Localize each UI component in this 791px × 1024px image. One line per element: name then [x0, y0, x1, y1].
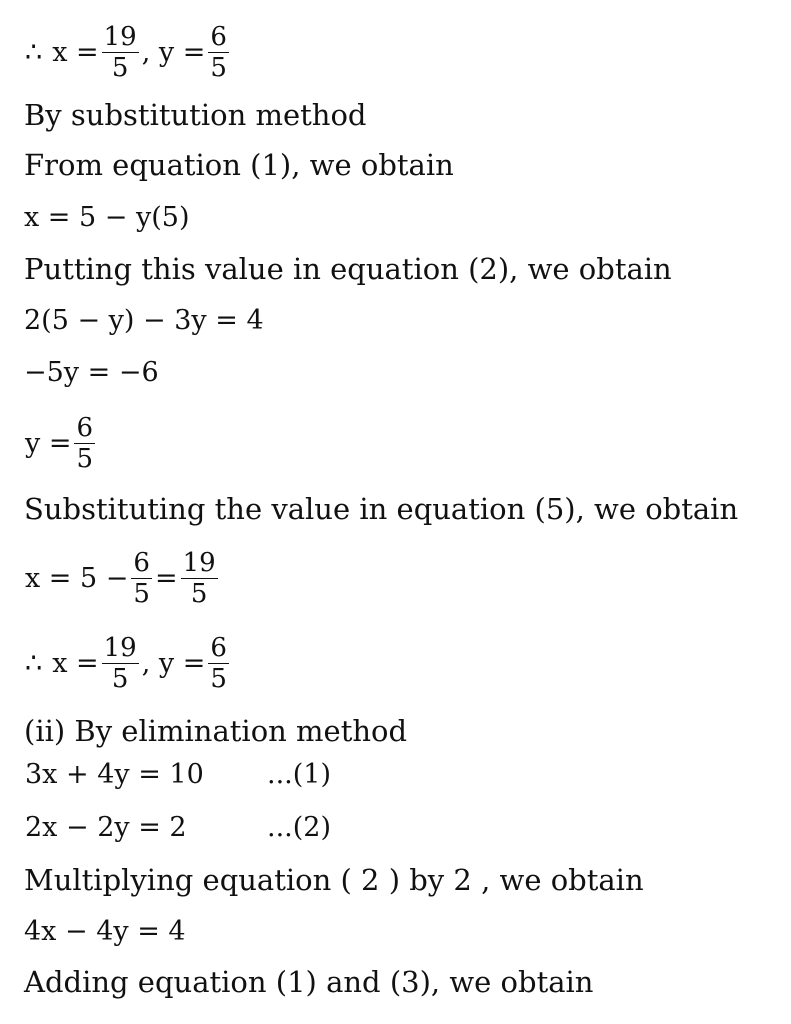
text-line: Putting this value in equation (2), we obtain	[24, 252, 672, 286]
heading-substitution: By substitution method	[24, 98, 367, 132]
numerator: 19	[103, 633, 137, 663]
therefore-symbol: ∴	[25, 647, 43, 679]
fraction-y	[208, 633, 229, 694]
denominator: 5	[210, 664, 227, 694]
equation-line-fraction	[24, 413, 97, 474]
result-line-2	[24, 633, 231, 694]
y-equals: , y =	[141, 36, 206, 68]
equation-reference: ...(2)	[267, 812, 331, 843]
equation-line: x = 5 − y(5)	[24, 202, 190, 233]
text-line: From equation (1), we obtain	[24, 148, 454, 182]
text-line: Multiplying equation ( 2 ) by 2 , we obtain	[24, 863, 644, 897]
x-equals: x =	[52, 647, 99, 679]
numerator: 19	[182, 548, 216, 578]
numerator: 19	[103, 22, 137, 52]
fraction	[131, 548, 152, 609]
numerator: 6	[210, 633, 227, 663]
y-equals: y =	[25, 427, 72, 459]
denominator: 5	[111, 664, 129, 694]
equation: 3x + 4y = 10	[25, 759, 204, 790]
equation-line: 2(5 − y) − 3y = 4	[24, 305, 264, 336]
numerator: 6	[210, 22, 227, 52]
x-equals: x =	[52, 36, 99, 68]
text-line: Adding equation (1) and (3), we obtain	[24, 965, 594, 999]
fraction	[181, 548, 218, 609]
denominator: 5	[133, 579, 150, 609]
denominator: 5	[111, 53, 129, 83]
text-line: Substituting the value in equation (5), we obtain	[24, 492, 739, 526]
y-equals: , y =	[141, 647, 206, 679]
solution-document	[24, 0, 774, 1024]
fraction-x	[102, 22, 139, 83]
numerator: 6	[133, 548, 150, 578]
x-expression: x = 5 −	[25, 562, 129, 594]
result-line-1	[24, 22, 231, 83]
equals-sign: =	[154, 562, 178, 594]
denominator: 5	[210, 53, 227, 83]
equation-line-fractions	[24, 548, 220, 609]
equation-line-ref	[24, 810, 332, 846]
equation-line-ref	[24, 757, 332, 793]
fraction	[74, 413, 95, 474]
equation-reference: ...(1)	[267, 759, 331, 790]
denominator: 5	[190, 579, 208, 609]
heading-elimination: (ii) By elimination method	[24, 714, 408, 748]
therefore-symbol: ∴	[25, 36, 43, 68]
fraction-y	[208, 22, 229, 83]
numerator: 6	[76, 413, 94, 443]
fraction-x	[102, 633, 139, 694]
equation-line: −5y = −6	[24, 357, 159, 388]
equation: 2x − 2y = 2	[25, 812, 187, 843]
denominator: 5	[76, 444, 94, 474]
equation-line: 4x − 4y = 4	[24, 916, 186, 947]
